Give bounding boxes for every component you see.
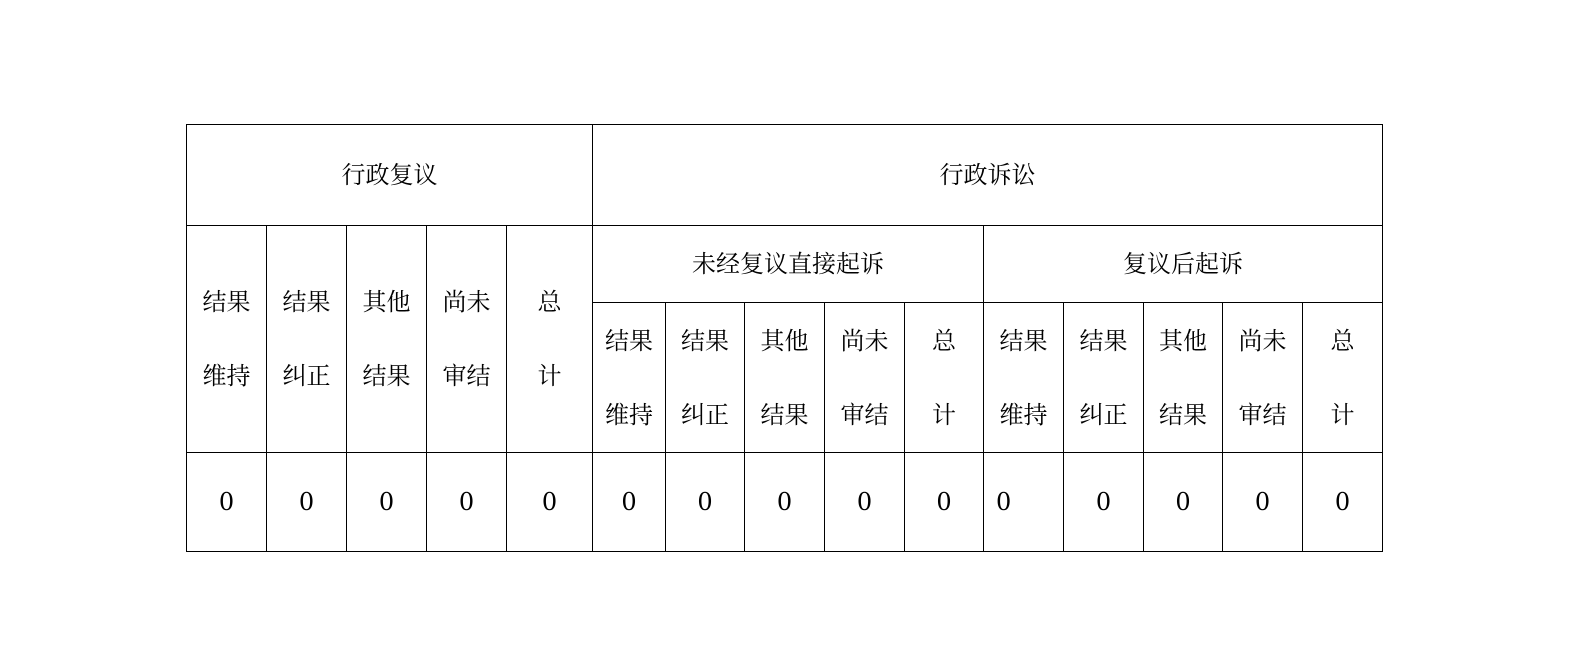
after-col-upheld: 结果 维持: [984, 303, 1064, 453]
value-cell: 0: [187, 453, 267, 552]
review-col-other: 其他 结果: [347, 226, 427, 453]
header-administrative-review: 行政复议: [187, 125, 593, 226]
value-cell: 0: [905, 453, 984, 552]
after-col-pending: 尚未 审结: [1223, 303, 1303, 453]
value-cell: 0: [347, 453, 427, 552]
review-col-corrected: 结果 纠正: [267, 226, 347, 453]
header-administrative-litigation: 行政诉讼: [593, 125, 1383, 226]
direct-col-pending: 尚未 审结: [825, 303, 905, 453]
value-cell: 0: [427, 453, 507, 552]
value-cell: 0: [1064, 453, 1144, 552]
value-cell: 0: [825, 453, 905, 552]
direct-col-other: 其他 结果: [745, 303, 825, 453]
value-cell: 0: [1144, 453, 1223, 552]
value-cell: 0: [507, 453, 593, 552]
direct-col-upheld: 结果 维持: [593, 303, 666, 453]
after-col-total: 总 计: [1303, 303, 1383, 453]
direct-col-corrected: 结果 纠正: [666, 303, 745, 453]
value-cell: 0: [984, 453, 1064, 552]
value-cell: 0: [1223, 453, 1303, 552]
after-col-corrected: 结果 纠正: [1064, 303, 1144, 453]
after-col-other: 其他 结果: [1144, 303, 1223, 453]
header-direct-lawsuit: 未经复议直接起诉: [593, 226, 984, 303]
review-col-total: 总 计: [507, 226, 593, 453]
value-cell: 0: [267, 453, 347, 552]
value-cell: 0: [745, 453, 825, 552]
value-cell: 0: [593, 453, 666, 552]
value-cell: 0: [1303, 453, 1383, 552]
review-col-pending: 尚未 审结: [427, 226, 507, 453]
direct-col-total: 总 计: [905, 303, 984, 453]
review-col-upheld: 结果 维持: [187, 226, 267, 453]
statistics-table: [186, 124, 1383, 552]
header-lawsuit-after-review: 复议后起诉: [984, 226, 1383, 303]
value-cell: 0: [666, 453, 745, 552]
